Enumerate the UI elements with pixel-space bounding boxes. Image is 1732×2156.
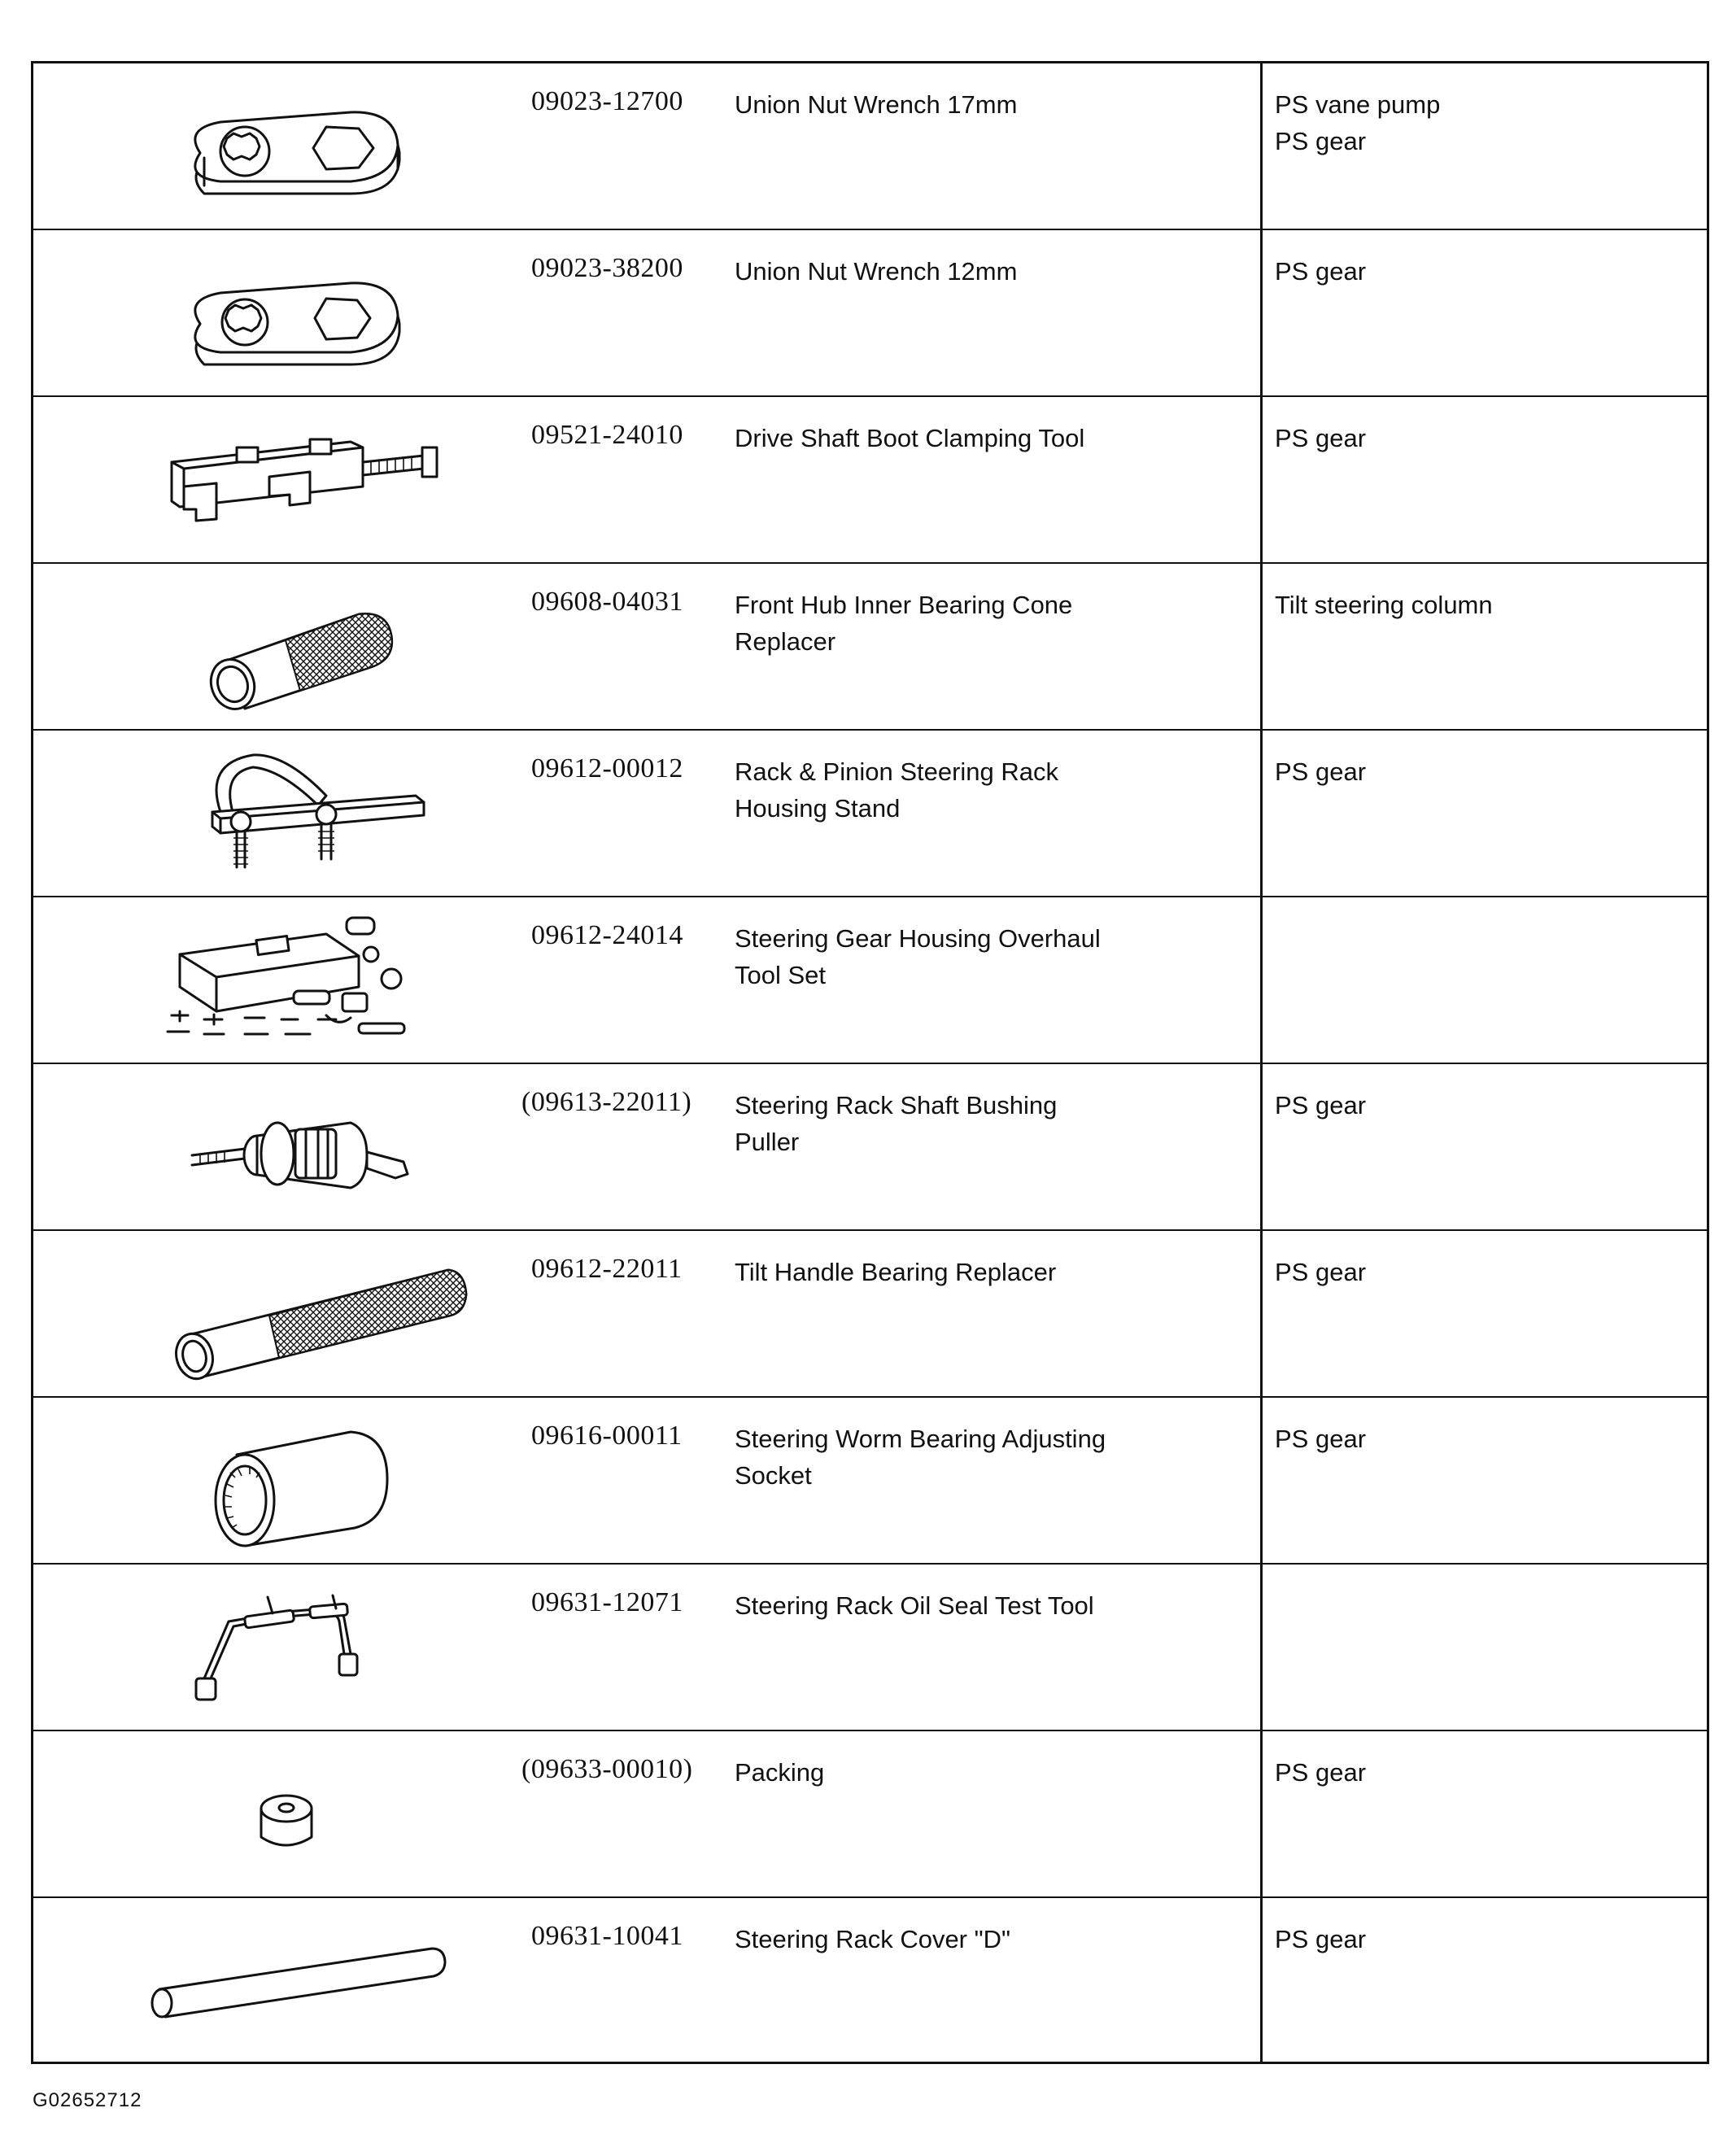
- usage-line: PS gear: [1275, 1258, 1367, 1286]
- description-line: Steering Rack Oil Seal Test Tool: [735, 1591, 1094, 1620]
- part-number: 09023-12700: [531, 86, 683, 116]
- description-line: Drive Shaft Boot Clamping Tool: [735, 424, 1085, 452]
- part-number: 09631-12071: [531, 1587, 683, 1617]
- table-row: [33, 1231, 1707, 1398]
- part-number: 09612-24014: [531, 920, 683, 950]
- table-row: [33, 1898, 1707, 2066]
- tool-usage: [1275, 753, 1698, 790]
- special-service-tools-table: [31, 61, 1709, 2064]
- union-nut-wrench-17mm-icon: [82, 63, 505, 230]
- table-row: [33, 1398, 1707, 1565]
- rack-housing-stand-icon: [82, 731, 505, 897]
- usage-line: Tilt steering column: [1275, 591, 1493, 619]
- description-line: Rack & Pinion Steering Rack: [735, 757, 1059, 786]
- tool-usage: [1275, 253, 1698, 290]
- overhaul-tool-set-icon: [82, 897, 505, 1064]
- table-row: [33, 1565, 1707, 1731]
- table-row: [33, 397, 1707, 564]
- tool-usage: [1275, 1921, 1698, 1957]
- usage-line: PS gear: [1275, 127, 1367, 155]
- description-line: Packing: [735, 1758, 825, 1787]
- part-number: 09023-38200: [531, 253, 683, 283]
- adjusting-socket-icon: [82, 1398, 505, 1565]
- oil-seal-test-tool-icon: [82, 1565, 505, 1731]
- description-line: Tool Set: [735, 961, 827, 989]
- part-number: 09631-10041: [531, 1921, 683, 1951]
- usage-line: PS gear: [1275, 257, 1367, 286]
- tool-description: [735, 587, 1223, 660]
- boot-clamping-tool-icon: [82, 397, 505, 564]
- tool-description: [735, 420, 1223, 456]
- description-line: Steering Worm Bearing Adjusting: [735, 1425, 1106, 1453]
- table-row: [33, 1731, 1707, 1898]
- tool-description: [735, 1421, 1223, 1494]
- usage-line: PS vane pump: [1275, 90, 1441, 119]
- tool-description: [735, 1587, 1223, 1624]
- description-line: Replacer: [735, 627, 836, 656]
- part-number: 09612-22011: [531, 1254, 683, 1284]
- part-number: 09612-00012: [531, 753, 683, 783]
- union-nut-wrench-12mm-icon: [82, 230, 505, 397]
- tool-usage: [1275, 1254, 1698, 1290]
- tool-usage: [1275, 1421, 1698, 1457]
- table-row: [33, 897, 1707, 1064]
- description-line: Steering Gear Housing Overhaul: [735, 924, 1101, 953]
- bushing-puller-icon: [82, 1064, 505, 1231]
- usage-line: PS gear: [1275, 424, 1367, 452]
- part-number: 09616-00011: [531, 1421, 683, 1451]
- usage-line: PS gear: [1275, 1925, 1367, 1953]
- rack-cover-icon: [82, 1898, 505, 2065]
- tool-description: [735, 753, 1223, 827]
- tool-description: [735, 1254, 1223, 1290]
- usage-line: PS gear: [1275, 1758, 1367, 1787]
- part-number: (09633-00010): [521, 1754, 693, 1784]
- usage-line: PS gear: [1275, 1091, 1367, 1119]
- description-line: Union Nut Wrench 12mm: [735, 257, 1018, 286]
- usage-line: PS gear: [1275, 1425, 1367, 1453]
- part-number: 09608-04031: [531, 587, 683, 617]
- tilt-handle-bearing-replacer-icon: [82, 1231, 505, 1398]
- description-line: Tilt Handle Bearing Replacer: [735, 1258, 1057, 1286]
- usage-line: PS gear: [1275, 757, 1367, 786]
- table-row: [33, 564, 1707, 731]
- tool-usage: [1275, 86, 1698, 159]
- description-line: Socket: [735, 1461, 812, 1490]
- part-number: 09521-24010: [531, 420, 683, 450]
- tool-description: [735, 920, 1223, 993]
- table-row: [33, 1064, 1707, 1231]
- description-line: Front Hub Inner Bearing Cone: [735, 591, 1073, 619]
- bearing-cone-replacer-icon: [82, 564, 505, 731]
- tool-description: [735, 86, 1223, 123]
- tool-description: [735, 1087, 1223, 1160]
- tool-usage: [1275, 1754, 1698, 1791]
- part-number: (09613-22011): [521, 1087, 692, 1117]
- tool-description: [735, 1754, 1223, 1791]
- description-line: Puller: [735, 1128, 800, 1156]
- tool-usage: [1275, 420, 1698, 456]
- table-row: [33, 731, 1707, 897]
- figure-id: G02652712: [33, 2089, 142, 2111]
- table-row: [33, 230, 1707, 397]
- tool-description: [735, 253, 1223, 290]
- tool-usage: [1275, 587, 1698, 623]
- description-line: Steering Rack Shaft Bushing: [735, 1091, 1058, 1119]
- tool-description: [735, 1921, 1223, 1957]
- description-line: Housing Stand: [735, 794, 901, 823]
- description-line: Union Nut Wrench 17mm: [735, 90, 1018, 119]
- packing-icon: [82, 1731, 505, 1898]
- table-row: [33, 63, 1707, 230]
- tool-usage: [1275, 1087, 1698, 1124]
- description-line: Steering Rack Cover "D": [735, 1925, 1011, 1953]
